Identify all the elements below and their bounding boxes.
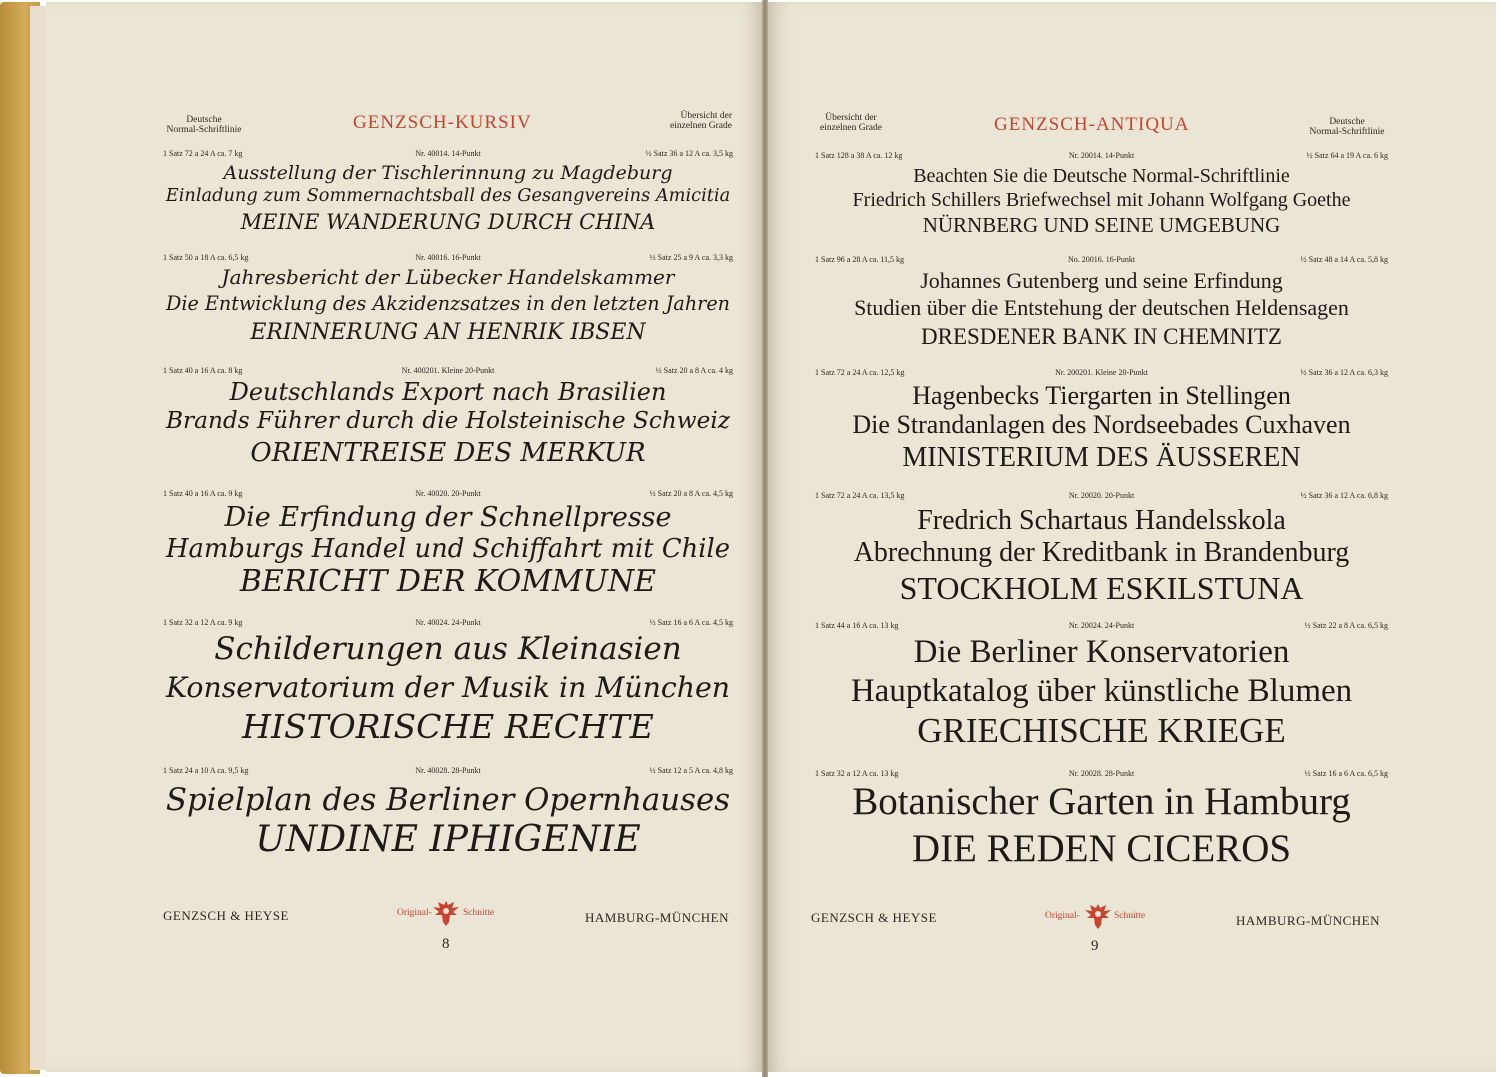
- right-specimen-line: DIE REDEN CICEROS: [911, 827, 1292, 870]
- right-size-meta-center: No. 20016. 16-Punkt: [1067, 255, 1136, 264]
- left-specimen-line: Hamburgs Handel und Schiffahrt mit Chile: [166, 534, 730, 564]
- left-specimen-line: MEINE WANDERUNG DURCH CHINA: [240, 210, 656, 234]
- eagle-emblem-icon: [432, 898, 460, 928]
- right-size-meta-center: Nr. 200201. Kleine 20-Punkt: [1055, 368, 1148, 377]
- left-size-meta-left: 1 Satz 72 a 24 A ca. 7 kg: [163, 149, 243, 158]
- left-size-meta-right: ½ Satz 12 a 5 A ca. 4,8 kg: [649, 766, 733, 775]
- book-gutter: [762, 0, 768, 1077]
- right-header-left: Übersicht der einzelnen Grade: [820, 113, 882, 133]
- left-size-meta-left: 1 Satz 50 a 18 A ca. 6,5 kg: [163, 253, 249, 262]
- left-size-meta-center: Nr. 40028. 28-Punkt: [415, 766, 481, 775]
- right-size-meta-right: ½ Satz 64 a 19 A ca. 6 kg: [1306, 151, 1388, 160]
- right-specimen-line: Friedrich Schillers Briefwechsel mit Johann Wolfgang Goethe: [852, 189, 1351, 211]
- right-specimen-line: Hauptkatalog über künstliche Blumen: [850, 673, 1353, 709]
- right-size-meta-right: ½ Satz 36 a 12 A ca. 6,8 kg: [1300, 491, 1388, 500]
- right-specimen-line: Abrechnung der Kreditbank in Brandenburg: [853, 537, 1350, 568]
- left-specimen-line: ORIENTREISE DES MERKUR: [250, 438, 646, 468]
- right-footer-city: HAMBURG-MÜNCHEN: [1236, 913, 1381, 928]
- right-size-meta-left: 1 Satz 96 a 28 A ca. 11,5 kg: [815, 255, 905, 264]
- left-specimen-line: Deutschlands Export nach Brasilien: [229, 378, 667, 406]
- right-specimen-line: Hagenbecks Tiergarten in Stellingen: [912, 381, 1291, 410]
- left-footer-original: Original-: [397, 908, 432, 918]
- right-specimen-line: Fredrich Schartaus Handelsskola: [917, 505, 1286, 536]
- left-size-meta-center: Nr. 40016. 16-Punkt: [415, 253, 481, 262]
- eagle-emblem-icon: [1084, 901, 1112, 931]
- left-header-right: Übersicht der einzelnen Grade: [670, 111, 732, 131]
- right-specimen-line: Botanischer Garten in Hamburg: [852, 780, 1351, 823]
- left-size-meta-right: ½ Satz 20 a 8 A ca. 4 kg: [655, 366, 733, 375]
- left-size-meta-right: ½ Satz 20 a 8 A ca. 4,5 kg: [649, 489, 733, 498]
- left-size-meta-left: 1 Satz 40 a 16 A ca. 9 kg: [163, 489, 243, 498]
- left-size-meta-right: ½ Satz 16 a 6 A ca. 4,5 kg: [649, 618, 733, 627]
- left-specimen-line: Ausstellung der Tischlerinnung zu Magdeburg: [223, 162, 673, 184]
- right-specimen-line: STOCKHOLM ESKILSTUNA: [899, 570, 1304, 606]
- right-specimen-line: Johannes Gutenberg und seine Erfindung: [920, 268, 1283, 293]
- right-header-right: Deutsche Normal-Schriftlinie: [1309, 117, 1385, 137]
- left-size-meta-center: Nr. 400201. Kleine 20-Punkt: [401, 366, 495, 375]
- left-specimen-line: Einladung zum Sommernachtsball des Gesangvereins Amicitia: [165, 186, 731, 206]
- right-page-title: GENZSCH-ANTIQUA: [994, 114, 1190, 135]
- right-specimen-line: Studien über die Entstehung der deutschen Heldensagen: [854, 295, 1349, 320]
- right-size-meta-center: Nr. 20028. 28-Punkt: [1068, 769, 1135, 778]
- left-specimen-line: Spielplan des Berliner Opernhauses: [165, 782, 731, 818]
- left-page-number: 8: [442, 936, 450, 952]
- right-size-meta-center: Nr. 20020. 20-Punkt: [1068, 491, 1135, 500]
- right-size-meta-left: 1 Satz 72 a 24 A ca. 12,5 kg: [815, 368, 905, 377]
- right-footer-publisher: GENZSCH & HEYSE: [811, 910, 937, 925]
- right-size-meta-right: ½ Satz 16 a 6 A ca. 6,5 kg: [1304, 769, 1388, 778]
- left-size-meta-right: ½ Satz 25 a 9 A ca. 3,3 kg: [649, 253, 733, 262]
- right-specimen-line: GRIECHISCHE KRIEGE: [917, 711, 1286, 750]
- right-specimen-line: DRESDENER BANK IN CHEMNITZ: [921, 324, 1282, 349]
- right-specimen-line: NÜRNBERG UND SEINE UMGEBUNG: [922, 213, 1281, 237]
- right-size-meta-left: 1 Satz 32 a 12 A ca. 13 kg: [815, 769, 899, 778]
- right-size-meta-left: 1 Satz 128 a 38 A ca. 12 kg: [815, 151, 903, 160]
- left-specimen-line: Jahresbericht der Lübecker Handelskammer: [221, 265, 675, 289]
- right-size-meta-center: Nr. 20014. 14-Punkt: [1068, 151, 1135, 160]
- left-size-meta-left: 1 Satz 32 a 12 A ca. 9 kg: [163, 618, 243, 627]
- right-page-number: 9: [1091, 938, 1099, 954]
- left-footer-schnitte: Schnitte: [463, 908, 495, 918]
- left-size-meta-left: 1 Satz 40 a 16 A ca. 8 kg: [163, 366, 243, 375]
- right-size-meta-right: ½ Satz 22 a 8 A ca. 6,5 kg: [1304, 621, 1388, 630]
- left-specimen-line: Schilderungen aus Kleinasien: [214, 631, 682, 667]
- left-page-title: GENZSCH-KURSIV: [353, 112, 532, 133]
- right-footer-schnitte: Schnitte: [1114, 911, 1146, 921]
- left-size-meta-center: Nr. 40014. 14-Punkt: [415, 149, 481, 158]
- right-footer-original: Original-: [1045, 911, 1080, 921]
- right-specimen-line: Beachten Sie die Deutsche Normal-Schriftlinie: [913, 165, 1290, 187]
- right-specimen-line: Die Strandanlagen des Nordseebades Cuxhaven: [852, 410, 1351, 439]
- left-footer-publisher: GENZSCH & HEYSE: [163, 908, 289, 923]
- right-specimen-line: MINISTERIUM DES ÄUSSEREN: [902, 442, 1301, 473]
- right-size-meta-right: ½ Satz 36 a 12 A ca. 6,3 kg: [1300, 368, 1388, 377]
- left-size-meta-center: Nr. 40020. 20-Punkt: [415, 489, 481, 498]
- right-size-meta-right: ½ Satz 48 a 14 A ca. 5,8 kg: [1300, 255, 1388, 264]
- left-size-meta-left: 1 Satz 24 a 10 A ca. 9,5 kg: [163, 766, 249, 775]
- left-specimen-line: Die Erfindung der Schnellpresse: [224, 502, 672, 533]
- left-size-meta-center: Nr. 40024. 24-Punkt: [415, 618, 481, 627]
- right-size-meta-center: Nr. 20024. 24-Punkt: [1068, 621, 1135, 630]
- left-specimen-line: Brands Führer durch die Holsteinische Schweiz: [166, 407, 730, 434]
- right-size-meta-left: 1 Satz 44 a 16 A ca. 13 kg: [815, 621, 899, 630]
- left-specimen-line: BERICHT DER KOMMUNE: [239, 564, 657, 599]
- left-header-left: Deutsche Normal-Schriftlinie: [166, 115, 242, 135]
- left-specimen-line: ERINNERUNG AN HENRIK IBSEN: [250, 320, 646, 345]
- right-size-meta-left: 1 Satz 72 a 24 A ca. 13,5 kg: [815, 491, 905, 500]
- left-specimen-line: Konservatorium der Musik in München: [166, 671, 730, 704]
- left-specimen-line: Die Entwicklung des Akzidenzsatzes in den letzten Jahren: [165, 292, 730, 315]
- left-size-meta-right: ½ Satz 36 a 12 A ca. 3,5 kg: [645, 149, 733, 158]
- left-footer-city: HAMBURG-MÜNCHEN: [585, 910, 730, 925]
- left-specimen-line: HISTORISCHE RECHTE: [242, 707, 654, 746]
- right-specimen-line: Die Berliner Konservatorien: [913, 634, 1290, 670]
- left-specimen-line: UNDINE IPHIGENIE: [255, 819, 641, 860]
